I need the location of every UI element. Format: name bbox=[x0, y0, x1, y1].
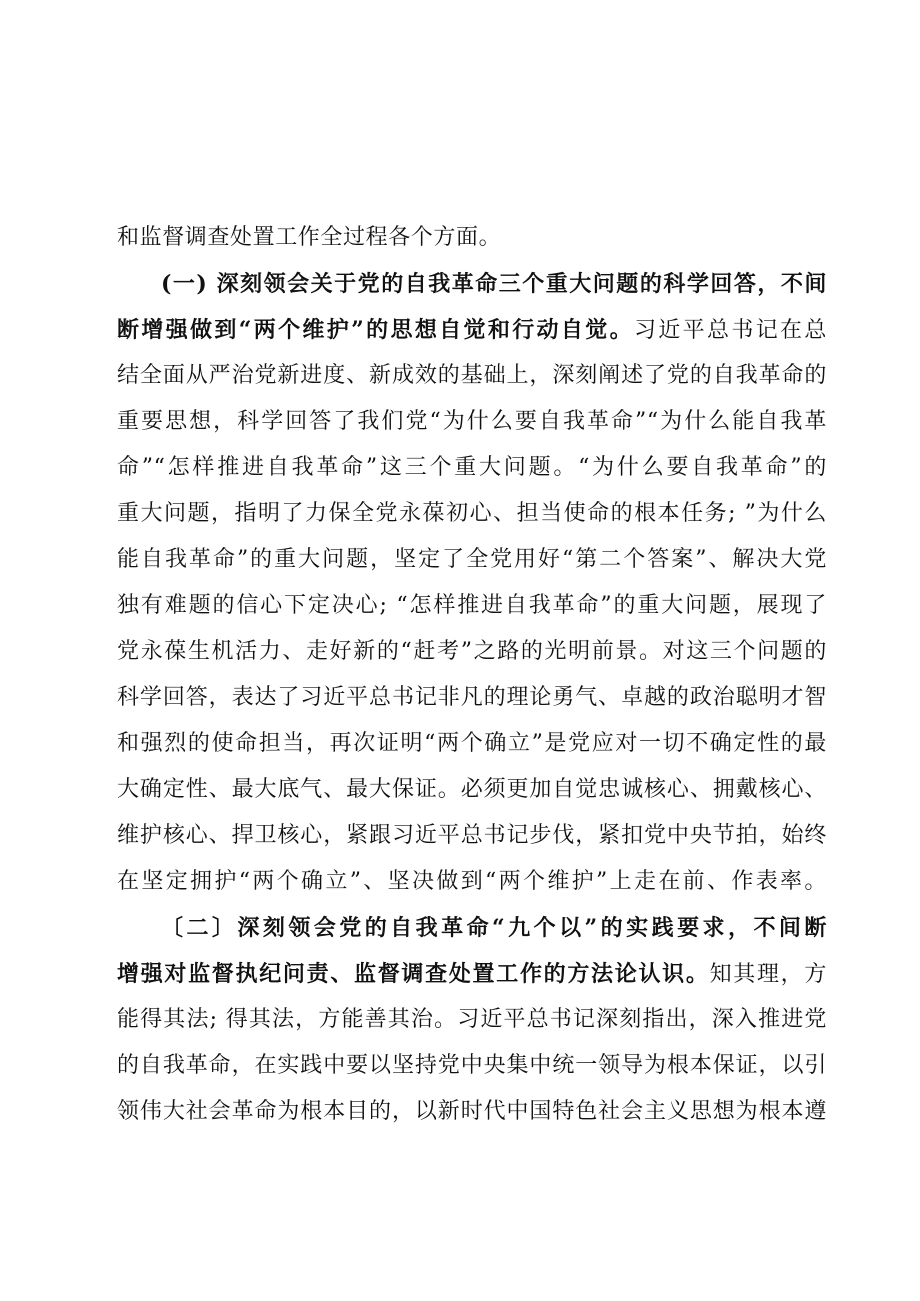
text-segment: 重大问题，指明了力保全党永葆初心、担当使命的根本任务; ”为什么 bbox=[117, 501, 827, 526]
text-segment: 习近平总书记在总 bbox=[633, 318, 827, 343]
text-line bbox=[117, 767, 827, 813]
text-segment: 党永葆生机活力、走好新的“赶考”之路的光明前景。对这三个问题的 bbox=[117, 639, 827, 664]
text-line-content bbox=[117, 1043, 827, 1089]
text-line-content bbox=[117, 629, 827, 675]
text-line-content bbox=[161, 261, 827, 308]
document-body bbox=[117, 215, 827, 1135]
text-line-content bbox=[117, 445, 827, 491]
text-segment: 独有难题的信心下定决心; “怎样推进自我革命”的重大问题，展现了 bbox=[117, 593, 827, 618]
text-line bbox=[117, 215, 827, 261]
text-line bbox=[117, 629, 827, 675]
text-line-content bbox=[117, 951, 827, 998]
text-line-content bbox=[117, 537, 827, 583]
text-line bbox=[117, 353, 827, 399]
text-line bbox=[117, 1089, 827, 1135]
text-segment: 在坚定拥护“两个确立”、坚决做到“两个维护”上走在前、作表率。 bbox=[117, 869, 827, 894]
text-line bbox=[117, 721, 827, 767]
text-line-content bbox=[117, 721, 827, 767]
bold-text-segment: 增强对监督执纪问责、监督调查处置工作的方法论认识。 bbox=[117, 961, 710, 987]
text-line-content bbox=[117, 583, 827, 629]
text-line-content bbox=[117, 491, 827, 537]
text-line bbox=[117, 583, 827, 629]
text-segment: 维护核心、捍卫核心，紧跟习近平总书记步伐，紧扣党中央节拍，始终 bbox=[117, 823, 827, 848]
text-segment: 和监督调查处置工作全过程各个方面。 bbox=[117, 225, 502, 250]
text-segment: 能得其法; 得其法，方能善其治。习近平总书记深刻指出，深入推进党 bbox=[117, 1007, 827, 1032]
text-line bbox=[117, 261, 827, 307]
text-line bbox=[117, 445, 827, 491]
bold-text-segment: 〔二〕深刻领会党的自我革命“九个以”的实践要求，不间断 bbox=[161, 915, 827, 941]
text-line-content bbox=[117, 399, 827, 445]
text-segment: 科学回答，表达了习近平总书记非凡的理论勇气、卓越的政治聪明才智 bbox=[117, 685, 827, 710]
text-line-content bbox=[161, 905, 827, 952]
text-line bbox=[117, 951, 827, 997]
text-segment: 知其理，方 bbox=[709, 962, 827, 987]
text-line bbox=[117, 859, 827, 905]
text-segment: 的自我革命，在实践中要以坚持党中央集中统一领导为根本保证，以引 bbox=[117, 1053, 827, 1078]
text-line bbox=[117, 491, 827, 537]
bold-text-segment: 断增强做到“两个维护”的思想自觉和行动自觉。 bbox=[117, 317, 634, 343]
text-segment: 大确定性、最大底气、最大保证。必须更加自觉忠诚核心、拥戴核心、 bbox=[117, 777, 827, 802]
text-segment: 能自我革命”的重大问题，坚定了全党用好“第二个答案”、解决大党 bbox=[117, 547, 827, 572]
text-segment: 结全面从严治党新进度、新成效的基础上，深刻阐述了党的自我革命的 bbox=[117, 363, 827, 388]
text-line bbox=[117, 813, 827, 859]
text-line bbox=[117, 905, 827, 951]
text-segment: 领伟大社会革命为根本目的，以新时代中国特色社会主义思想为根本遵 bbox=[117, 1099, 827, 1124]
text-line bbox=[117, 1043, 827, 1089]
text-line-content bbox=[117, 859, 827, 905]
text-line bbox=[117, 537, 827, 583]
text-line-content bbox=[117, 1089, 827, 1135]
text-segment: 重要思想，科学回答了我们党“为什么要自我革命”“为什么能自我革 bbox=[117, 409, 827, 434]
text-line-content bbox=[117, 307, 827, 354]
text-line-content bbox=[117, 767, 827, 813]
text-line bbox=[117, 399, 827, 445]
text-line-content bbox=[117, 813, 827, 859]
text-line-content bbox=[117, 353, 827, 399]
text-line bbox=[117, 307, 827, 353]
text-segment: 和强烈的使命担当，再次证明“两个确立”是党应对一切不确定性的最 bbox=[117, 731, 827, 756]
text-line-content bbox=[117, 225, 501, 250]
text-line bbox=[117, 997, 827, 1043]
text-line-content bbox=[117, 675, 827, 721]
text-segment: 命”“怎样推进自我革命”这三个重大问题。“为什么要自我革命”的 bbox=[117, 455, 827, 480]
bold-text-segment: (一) 深刻领会关于党的自我革命三个重大问题的科学回答，不间 bbox=[161, 271, 827, 297]
text-line-content bbox=[117, 997, 827, 1043]
text-line bbox=[117, 675, 827, 721]
